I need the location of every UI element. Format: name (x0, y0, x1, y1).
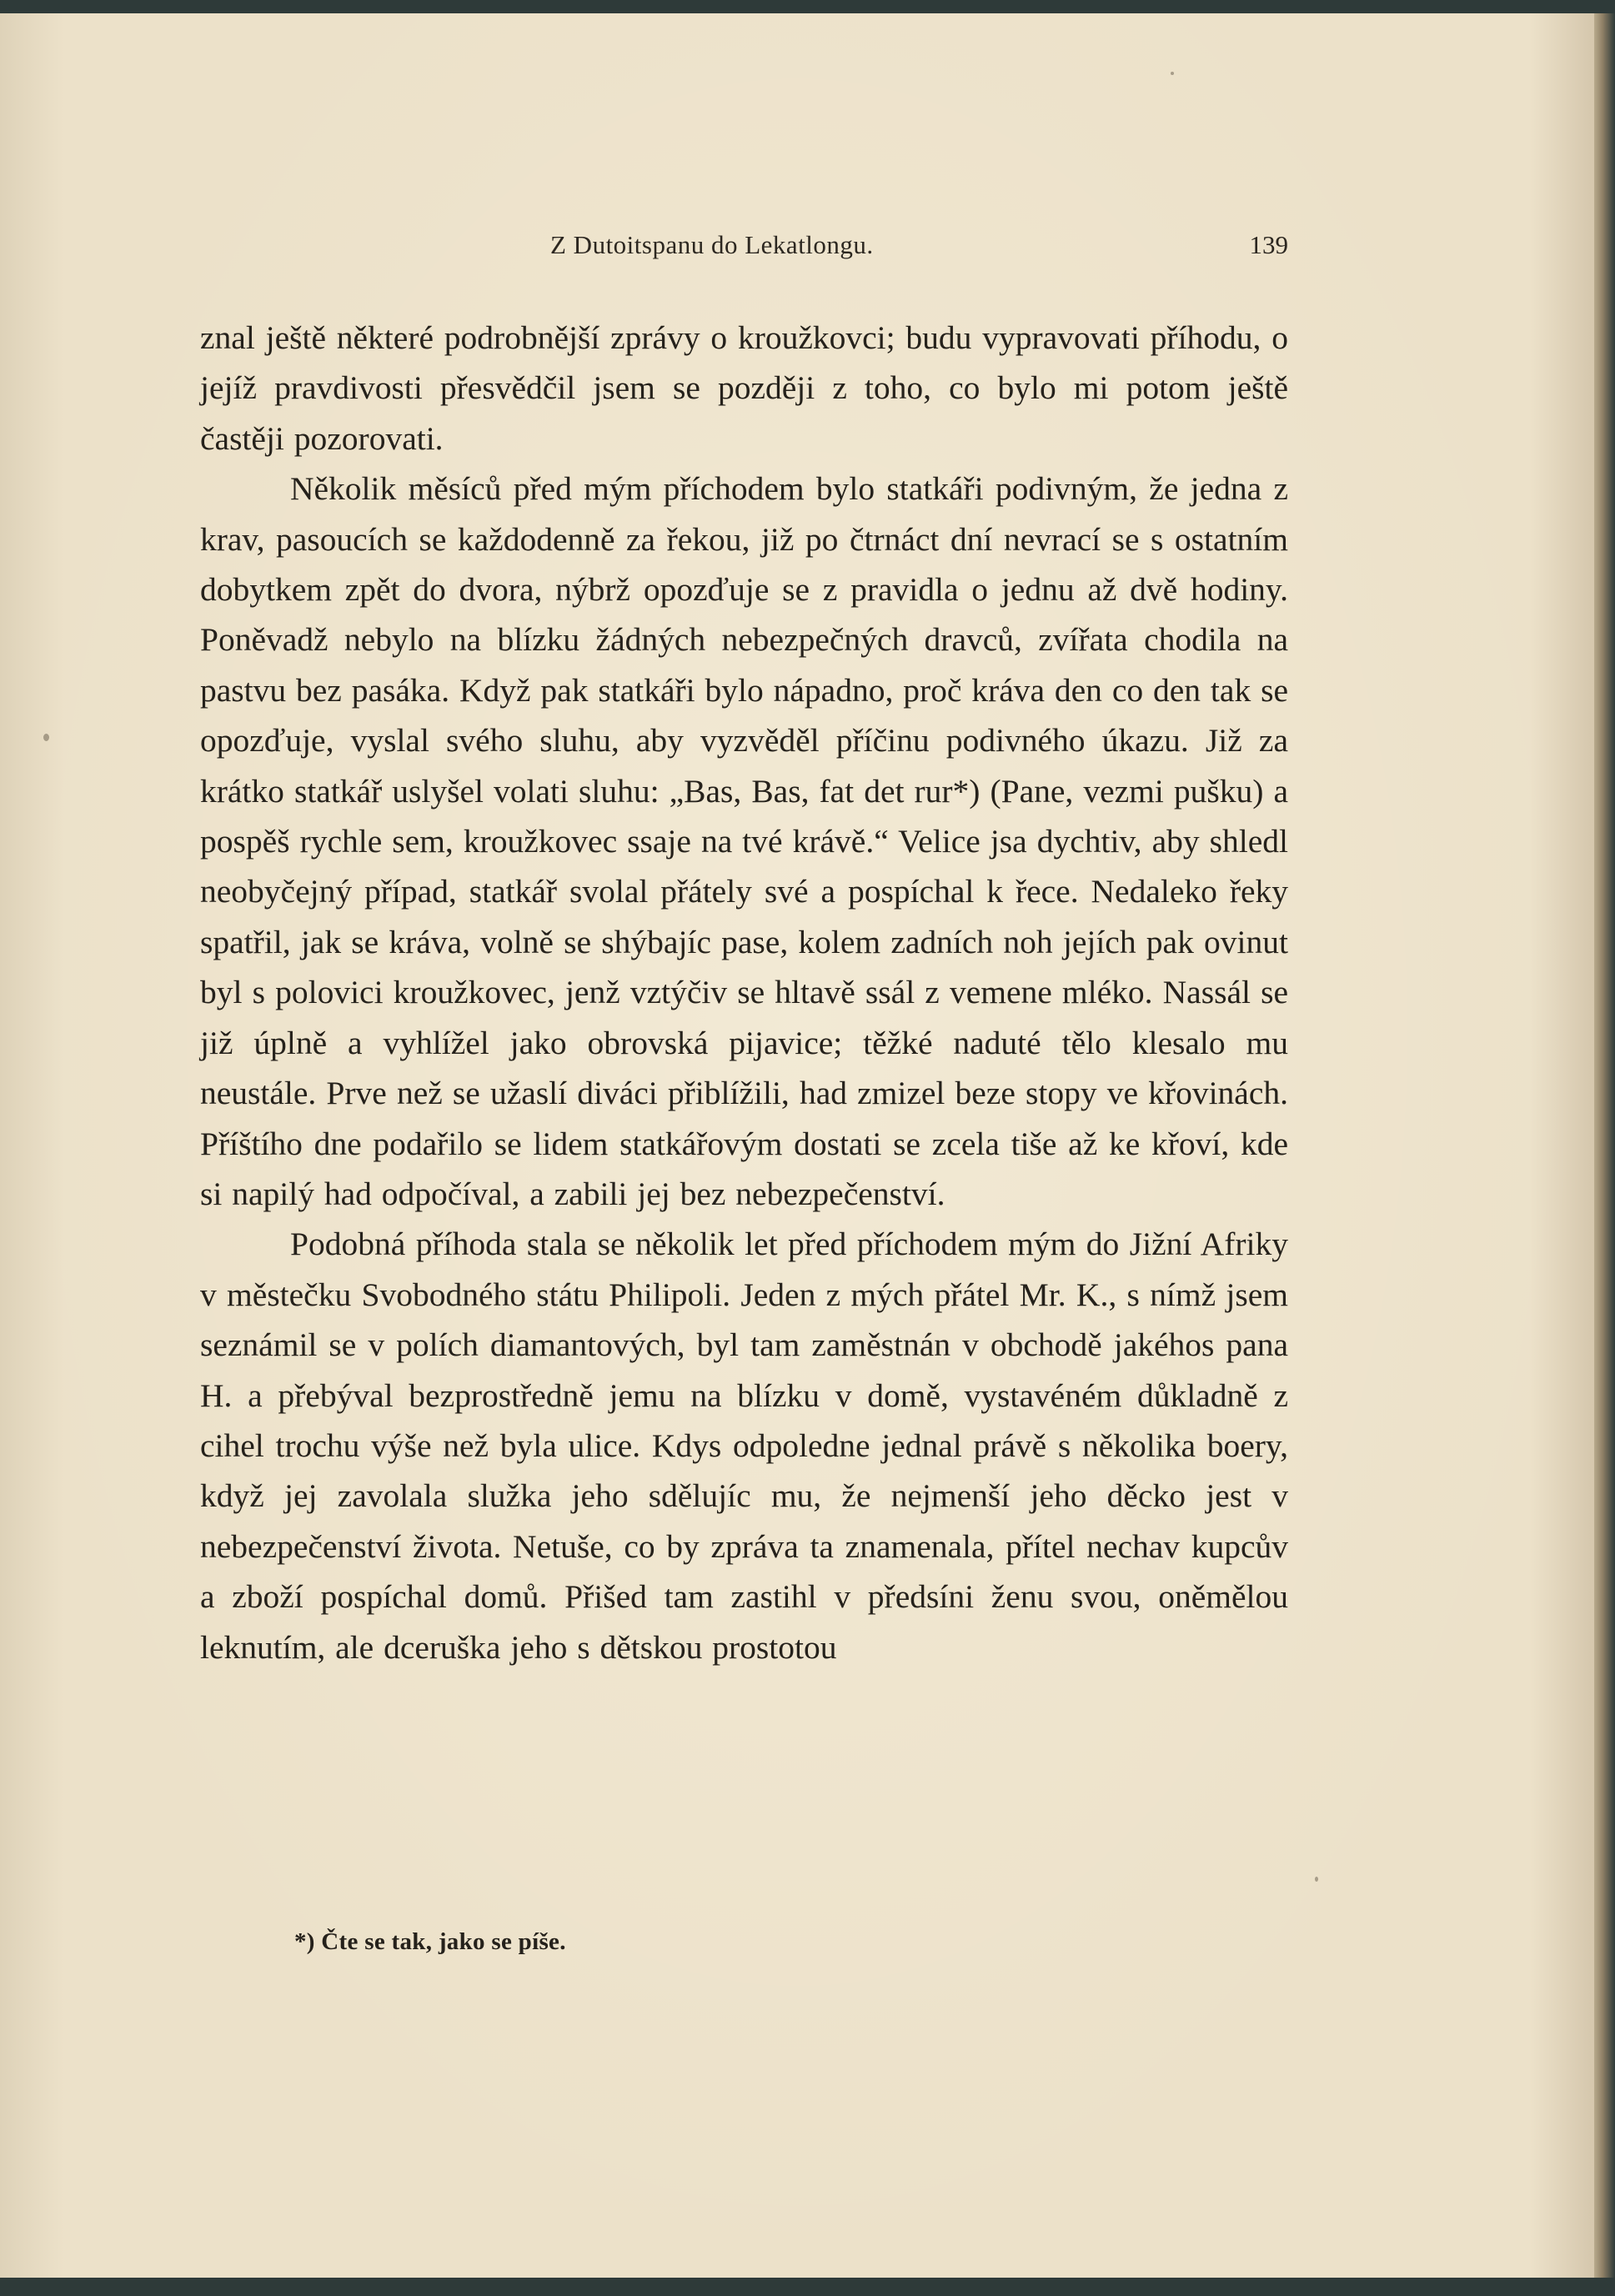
paragraph-1: znal ještě některé podrobnější zprávy o kroužkovci; budu vypravovati příhodu, o jejíž pravdivosti přesvědčil jsem se později z toho, co bylo mi potom ještě častěji pozorovati. (200, 319, 1288, 457)
paper-speck (1315, 1877, 1318, 1882)
page-header (200, 230, 1288, 263)
body-text (200, 313, 1288, 1672)
paragraph-2: Několik měsíců před mým příchodem bylo statkáři podivným, že jedna z krav, pasoucích se každodenně za řekou, již po čtrnáct dní nevrací se s ostatním dobytkem zpět do dvora, nýbrž opozďuje se z pravidla o jednu až dvě hodiny. Poněvadž nebylo na blízku žádných nebezpečných dravců, zvířata chodila na pastvu bez pasáka. Když pak statkáři bylo nápadno, proč kráva den co den tak se opozďuje, vyslal svého sluhu, aby vyzvěděl příčinu podivného úkazu. Již za krátko statkář uslyšel volati sluhu: „Bas, Bas, fat det rur*) (Pane, vezmi pušku) a pospěš rychle sem, kroužkovec ssaje na tvé krávě.“ Velice jsa dychtiv, aby shledl neobyčejný případ, statkář svolal přátely své a pospíchal k řece. Nedaleko řeky spatřil, jak se kráva, volně se shýbajíc pase, kolem zadních noh jejích pak ovinut byl s polovici kroužkovec, jenž vztýčiv se hltavě ssál z vemene mléko. Nassál se již úplně a vyhlížel jako obrovská pijavice; těžké naduté tělo klesalo mu neustále. Prve než se užaslí diváci přiblížili, had zmizel beze stopy ve křovinách. Příštího dne podařilo se lidem statkářovým dostati se zcela tiše až ke křoví, kde si napilý had odpočíval, a zabili jej bez nebezpečenství. (200, 470, 1288, 1212)
paper-speck (1171, 72, 1174, 75)
paragraph-3: Podobná příhoda stala se několik let před příchodem mým do Jižní Afriky v městečku Svobodného státu Philipoli. Jeden z mých přátel Mr. K., s nímž jsem seznámil se v polích diamantových, byl tam zaměstnán v obchodě jakéhos pana H. a přebýval bezprostředně jemu na blízku v domě, vystavéném důkladně z cihel trochu výše než byla ulice. Kdys odpoledne jednal právě s několika boery, když jej zavolala služka jeho sdělujíc mu, že nejmenší jeho děcko jest v nebezpečenství života. Netuše, co by zpráva ta znamenala, přítel nechav kupcův a zboží pospíchal domů. Přišed tam zastihl v předsíni ženu svou, oněmělou leknutím, ale dceruška jeho s dětskou prostotou (200, 1226, 1288, 1666)
page-edge (1594, 13, 1615, 2278)
running-title: Z Dutoitspanu do Lekatlongu. (550, 230, 874, 259)
page-number: 139 (1249, 230, 1288, 259)
footnote: *) Čte se tak, jako se píše. (294, 1928, 566, 1955)
paper-speck (43, 734, 49, 741)
